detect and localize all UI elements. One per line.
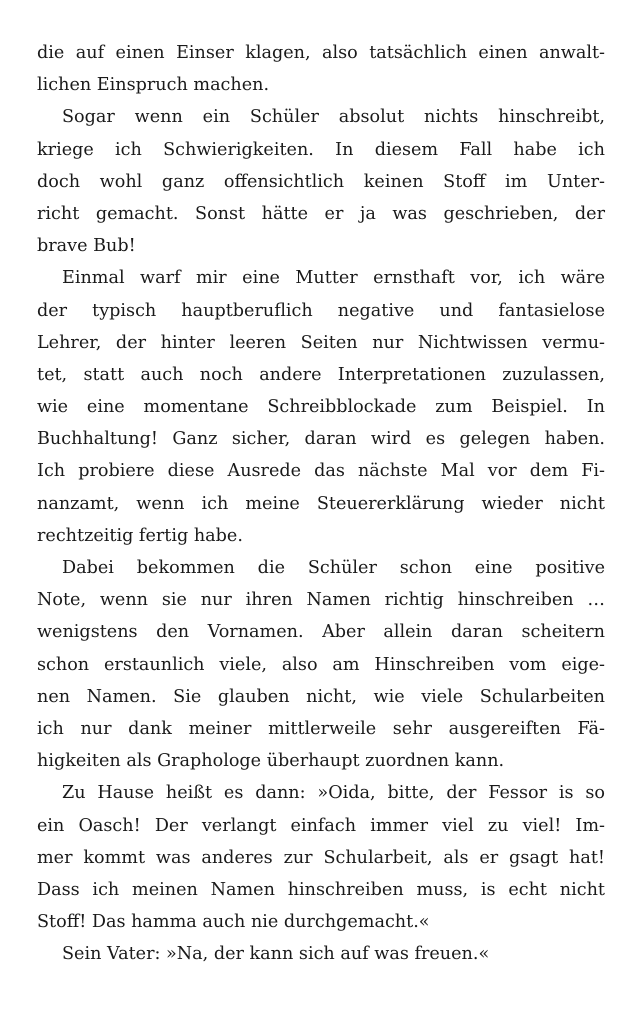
text-line: Sein Vater: »Na, der kann sich auf was freuen.« [62,944,490,965]
text-line: tet, statt auch noch andere Interpretationen zuzulassen, [37,364,605,385]
text-line: ein Oasch! Der verlangt einfach immer viel zu viel! Im- [37,815,605,836]
text-line: rechtzeitig fertig habe. [37,525,243,546]
text-line: nen Namen. Sie glauben nicht, wie viele Schularbeiten [37,686,605,707]
text-line: kriege ich Schwierigkeiten. In diesem Fall habe ich [37,139,605,160]
text-line: Buchhaltung! Ganz sicher, daran wird es gelegen haben. [37,429,605,450]
book-page-text [37,37,605,970]
text-line: Stoff! Das hamma auch nie durchgemacht.« [37,912,430,933]
text-line: higkeiten als Graphologe überhaupt zuordnen kann. [37,751,505,772]
text-line: nanzamt, wenn ich meine Steuererklärung wieder nicht [37,493,605,514]
text-line: der typisch hauptberuflich negative und fantasielose [37,300,605,321]
text-line: schon erstaunlich viele, also am Hinschreiben vom eige- [37,654,605,675]
text-line: Note, wenn sie nur ihren Namen richtig hinschreiben … [37,590,605,611]
text-line: lichen Einspruch machen. [37,75,270,96]
text-line: Sogar wenn ein Schüler absolut nichts hinschreibt, [62,107,605,128]
text-line: Lehrer, der hinter leeren Seiten nur Nichtwissen vermu- [37,332,605,353]
text-line: brave Bub! [37,236,136,257]
text-line: ich nur dank meiner mittlerweile sehr ausgereiften Fä- [37,718,605,739]
text-line: die auf einen Einser klagen, also tatsächlich einen anwalt- [37,43,605,63]
text-line: Dabei bekommen die Schüler schon eine positive [62,558,605,578]
text-line: wenigstens den Vornamen. Aber allein daran scheitern [37,622,605,643]
text-line: richt gemacht. Sonst hätte er ja was geschrieben, der [37,203,605,224]
text-line: wie eine momentane Schreibblockade zum Beispiel. In [37,397,605,418]
text-line: Zu Hause heißt es dann: »Oida, bitte, der Fessor is so [62,783,605,804]
text-line: Dass ich meinen Namen hinschreiben muss, is echt nicht [37,879,605,900]
text-line: doch wohl ganz offensichtlich keinen Stoff im Unter- [37,171,605,192]
text-line: mer kommt was anderes zur Schularbeit, als er gsagt hat! [37,847,605,868]
text-line: Einmal warf mir eine Mutter ernsthaft vor, ich wäre [62,268,605,289]
text-line: Ich probiere diese Ausrede das nächste Mal vor dem Fi- [37,461,605,482]
